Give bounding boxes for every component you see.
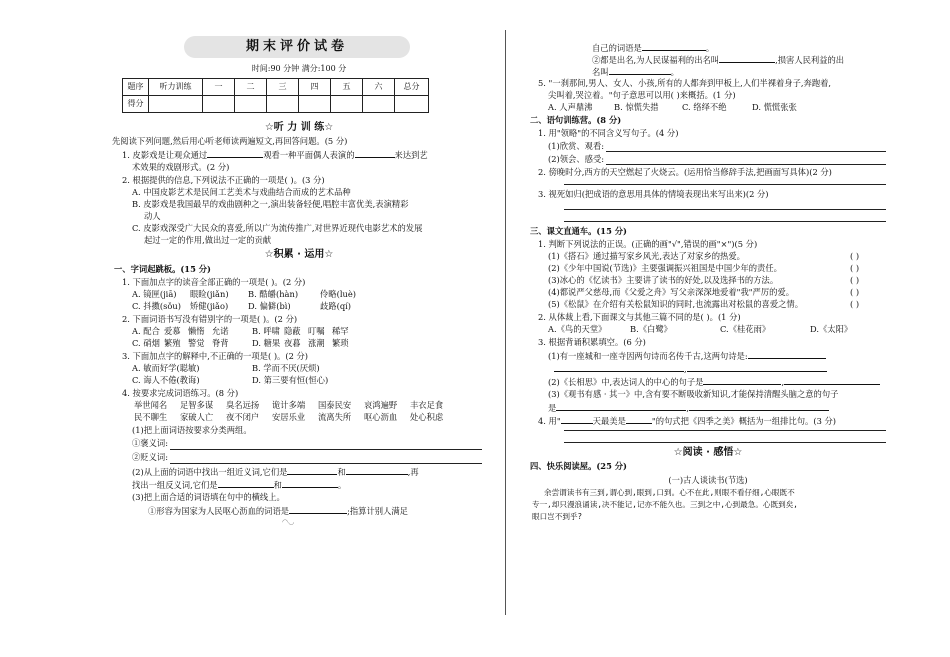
judge-item: (1)《搭石》通过描写家乡风光,表达了对家乡的热爱。 [548, 251, 745, 261]
answer-line[interactable] [170, 449, 482, 450]
question-line: (1)把上面词语按要求分类两组。 [132, 425, 252, 435]
score-head: 五 [331, 79, 363, 96]
question-line: 1. 判断下列说法的正误。(正确的画"√",错误的画"×")(5 分) [538, 239, 758, 249]
question-line: (2)从上面的词语中找出一组近义词,它们是 和 ,再 [132, 467, 419, 477]
answer-line[interactable] [170, 463, 482, 464]
answer-blank[interactable] [355, 149, 395, 158]
option-line: 动人 [144, 211, 161, 221]
judge-item: (5)《松鼠》在介绍有关松鼠知识的同时,也流露出对松鼠的喜爱之情。 [548, 299, 804, 309]
part-heading: 四、快乐阅读屋。(25 分) [530, 461, 627, 471]
answer-paren[interactable]: ( ) [850, 299, 860, 309]
answer-blank[interactable] [784, 376, 880, 385]
passage-title: (一)古人谈读书(节选) [668, 475, 748, 485]
option-line: A.《鸟的天堂》 B.《白鹭》 C.《桂花雨》 D.《太阳》 [548, 324, 853, 334]
answer-blank[interactable] [689, 402, 829, 411]
page-mark-icon: ◠◡ [282, 518, 295, 526]
question-line: (1)有一座城和一座寺因两句诗而名传千古,这两句诗是: [548, 350, 826, 362]
question-line: (3)把上面合适的词语填在句中的横线上。 [132, 492, 285, 502]
part-heading: 二、语句训练营。(8 分) [530, 115, 622, 125]
section-heading-accumulation: ☆积累 · 运用☆ [264, 249, 334, 260]
question-line: 1. 皮影戏是让观众通过 观看一种平面偶人表演的 来达到艺 [122, 150, 428, 160]
score-cell[interactable] [267, 96, 299, 113]
question-line: (1)欣赏、观看: [548, 141, 605, 151]
score-head: 总分 [395, 79, 429, 96]
question-line: , [554, 363, 827, 375]
question-line: 4. 用" 天最美是 "的句式把《四季之美》概括为一组排比句。(3 分) [538, 416, 837, 426]
answer-paren[interactable]: ( ) [850, 263, 860, 273]
score-cell[interactable] [363, 96, 395, 113]
option-line: A. 人声鼎沸 B. 惊慌失措 C. 络绎不绝 D. 慌慌张张 [548, 102, 797, 112]
answer-blank[interactable] [556, 402, 686, 411]
question-line: 4. 按要求完成词语练习。(8 分) [122, 388, 239, 398]
answer-line[interactable] [606, 151, 886, 152]
answer-line[interactable] [564, 221, 886, 222]
answer-blank[interactable] [626, 415, 652, 424]
question-line: 尖叫着,哭泣着。"句子意思可以用( )来概括。(1 分) [548, 90, 736, 100]
answer-blank[interactable] [554, 363, 684, 372]
judge-item: (2)《少年中国说(节选)》主要强调振兴祖国是中国少年的责任。 [548, 263, 782, 273]
answer-line[interactable] [564, 430, 886, 431]
answer-line[interactable] [564, 209, 886, 210]
question-line: (2)《长相思》中,表达词人的中心的句子是 , [548, 376, 880, 388]
score-head: 四 [299, 79, 331, 96]
score-head: 听力训练 [149, 79, 203, 96]
question-line: 5. "一刹那间,男人、女人、小孩,所有的人都奔到甲板上,人们半裸着身子,奔跑着, [538, 78, 832, 88]
option-line: C. 诲人不倦(教诲) D. 第三要有恒(恒心) [132, 375, 329, 385]
question-line: 3. 下面加点字的解释中,不正确的一项是( )。(2 分) [122, 351, 309, 361]
question-line: 1. 用"领略"的不同含义写句子。(4 分) [538, 128, 679, 138]
score-cell[interactable] [203, 96, 235, 113]
answer-blank[interactable] [703, 376, 781, 385]
question-line: ②贬义词: [132, 452, 168, 462]
score-head: 六 [363, 79, 395, 96]
question-line: 3. 根据背诵积累填空。(6 分) [538, 337, 646, 347]
exam-meta: 时间:90 分钟 满分:100 分 [251, 64, 347, 73]
answer-blank[interactable] [642, 42, 706, 51]
answer-blank[interactable] [282, 479, 338, 488]
answer-line[interactable] [564, 442, 886, 443]
passage-line: 专一,却只漫浪诵读,决不能记,记亦不能久也。三到之中,心到最急。心既到矣, [532, 500, 798, 509]
judge-item: (3)冰心的《忆读书》主要讲了读书的好处,以及选择书的方法。 [548, 275, 779, 285]
option-line: C. 抖擞(sǒu) 矫健(jiǎo) D. 偏僻(bì) 歧路(qí) [132, 301, 352, 311]
column-divider [505, 30, 506, 615]
answer-blank[interactable] [609, 66, 671, 75]
word-bank-row: 举世闻名 足智多谋 臭名远扬 诡计多端 国泰民安 哀鸿遍野 丰衣足食 [134, 400, 444, 410]
score-cell[interactable] [395, 96, 429, 113]
question-line: 找出一组反义词,它们是 和 。 [132, 480, 347, 490]
option-line: C. 硝烟 繁殖 警觉 脊背 D. 糖果 夜暮 涨潮 繁琐 [132, 338, 349, 348]
question-line: (3)《观书有感 · 其一》中,含有要不断吸收新知识,才能保持清醒头脑之意的句子 [548, 389, 839, 399]
judge-item: (4)都说严父慈母,而《父爱之舟》写父亲深深地爱着"我"严厉的爱。 [548, 287, 795, 297]
answer-blank[interactable] [289, 505, 347, 514]
part-heading: 一、字词起跳板。(15 分) [114, 264, 211, 274]
passage-line: 余尝谓读书有三到,谓心到,眼到,口到。心不在此,则眼不看仔细,心眼既不 [544, 488, 795, 497]
option-line: A. 中国皮影艺术是民间工艺美术与戏曲结合而成的艺术品种 [132, 187, 351, 197]
question-line: 自己的词语是 。 [592, 43, 715, 53]
score-row-label: 得分 [123, 96, 149, 113]
score-head: 题序 [123, 79, 149, 96]
score-cell[interactable] [299, 96, 331, 113]
section-heading-listening: ☆听 力 训 练☆ [264, 122, 334, 133]
question-line: ①形容为国家为人民呕心沥血的词语是 ;指算计别人满足 [148, 506, 408, 516]
answer-paren[interactable]: ( ) [850, 251, 860, 261]
score-cell[interactable] [331, 96, 363, 113]
answer-blank[interactable] [687, 363, 827, 372]
option-line: A. 镜匣(jiā) 眼睑(jiǎn) B. 酷皭(hàn) 伶略(luè) [132, 289, 356, 299]
answer-line[interactable] [606, 164, 886, 165]
question-line: 2. 傍晚时分,西方的天空燃起了火烧云。(运用恰当修辞手法,把画面写具体)(2 分) [538, 167, 832, 177]
option-line: 起过一定的作用,做出过一定的贡献 [144, 235, 272, 245]
question-line: 1. 下面加点字的读音全部正确的一项是( )。(2 分) [122, 277, 306, 287]
answer-blank[interactable] [287, 466, 337, 475]
question-line: ②都是出名,为人民谋福利的出名叫 ,损害人民利益的出 [592, 55, 845, 65]
word-bank-row: 民不聊生 家破人亡 夜不闭户 安居乐业 流离失所 呕心沥血 处心积虑 [134, 412, 444, 422]
question-line: 名叫 。 [592, 67, 679, 77]
answer-blank[interactable] [561, 415, 593, 424]
passage-line: 眼口岂不到乎? [532, 512, 583, 521]
score-head: 三 [267, 79, 299, 96]
option-line: A. 敏而好学(聪敏) B. 学而不厌(厌烦) [132, 363, 320, 373]
option-line: B. 皮影戏是我国最早的戏曲剧种之一,演出装备轻便,唱腔丰富优美,表演精彩 [132, 199, 409, 209]
question-line: 2. 下面词语书写没有错别字的一项是( )。(2 分) [122, 314, 298, 324]
score-cell[interactable] [235, 96, 267, 113]
answer-blank[interactable] [719, 54, 775, 63]
part-heading: 三、课文直通车。(15 分) [530, 226, 627, 236]
answer-line[interactable] [564, 184, 886, 185]
answer-blank[interactable] [346, 466, 408, 475]
question-line: 是 , [548, 402, 829, 414]
score-table [122, 78, 429, 113]
score-head: 一 [203, 79, 235, 96]
answer-paren[interactable]: ( ) [850, 275, 860, 285]
answer-blank[interactable] [218, 479, 274, 488]
option-line: C. 皮影戏深受广大民众的喜爱,所以广为流传推广,对世界近现代电影艺术的发展 [132, 223, 423, 233]
section-heading-reading: ☆阅读 · 感悟☆ [673, 447, 743, 458]
answer-blank[interactable] [207, 149, 263, 158]
question-line: ①褒义词: [132, 438, 168, 448]
question-line: 2. 从体裁上看,下面课文与其他三篇不同的是( )。(1 分) [538, 312, 741, 322]
question-line: 3. 视死如归(把成语的意思用具体的情境表现出来写出来)(2 分) [538, 189, 769, 199]
exam-title: 期末评价试卷 [184, 36, 410, 58]
question-line: 2. 根据提供的信息,下列说法不正确的一项是( )。(3 分) [122, 175, 325, 185]
question-line: (2)领会、感受: [548, 154, 605, 164]
score-head: 二 [235, 79, 267, 96]
question-line: 术效果的戏剧形式。(2 分) [132, 162, 230, 172]
option-line: A. 配合 爱慕 懒惰 允诺 B. 呼啸 隐蔽 叮嘱 稀罕 [132, 326, 349, 336]
instruction: 先阅读下列问题,然后用心听老师读两遍短文,再回答问题。(5 分) [112, 136, 348, 146]
answer-paren[interactable]: ( ) [850, 287, 860, 297]
answer-blank[interactable] [748, 350, 826, 359]
score-cell[interactable] [149, 96, 203, 113]
